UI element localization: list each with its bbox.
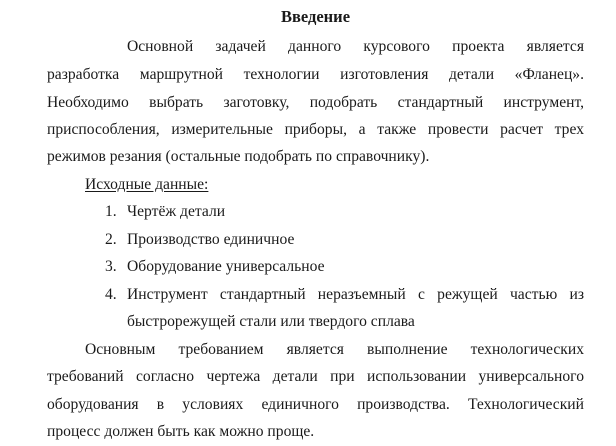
conclusion-line: оборудования в условиях единичного производства. Технологический [47,396,584,413]
intro-line: разработка маршрутной технологии изготовления детали «Фланец». [47,66,584,83]
list-item-number: 4. [105,286,117,303]
list-item-text: Чертёж детали [127,203,226,220]
intro-line: приспособления, измерительные приборы, а также провести расчет трех [47,121,584,138]
conclusion-line: требований согласно чертежа детали при использовании универсального [47,368,584,385]
list-item-number: 3. [105,258,117,275]
list-item-number: 1. [105,203,117,220]
intro-line: Основной задачей данного курсового проекта является [127,38,584,55]
list-item-text: Инструмент стандартный неразъемный с режущей частью из [127,286,584,303]
conclusion-line: Основным требованием является выполнение технологических [85,341,584,358]
list-item-number: 2. [105,231,117,248]
list-item-text: Производство единичное [127,231,295,248]
list-item-text: быстрорежущей стали или твердого сплава [127,313,415,330]
intro-line: режимов резания (остальные подобрать по справочнику). [47,148,430,165]
conclusion-line: процесс должен быть как можно проще. [47,423,315,440]
list-item-text: Оборудование универсальное [127,258,325,275]
page-title: Введение [280,7,351,26]
source-data-heading: Исходные данные: [85,176,209,193]
intro-line: Необходимо выбрать заготовку, подобрать стандартный инструмент, [47,94,584,111]
